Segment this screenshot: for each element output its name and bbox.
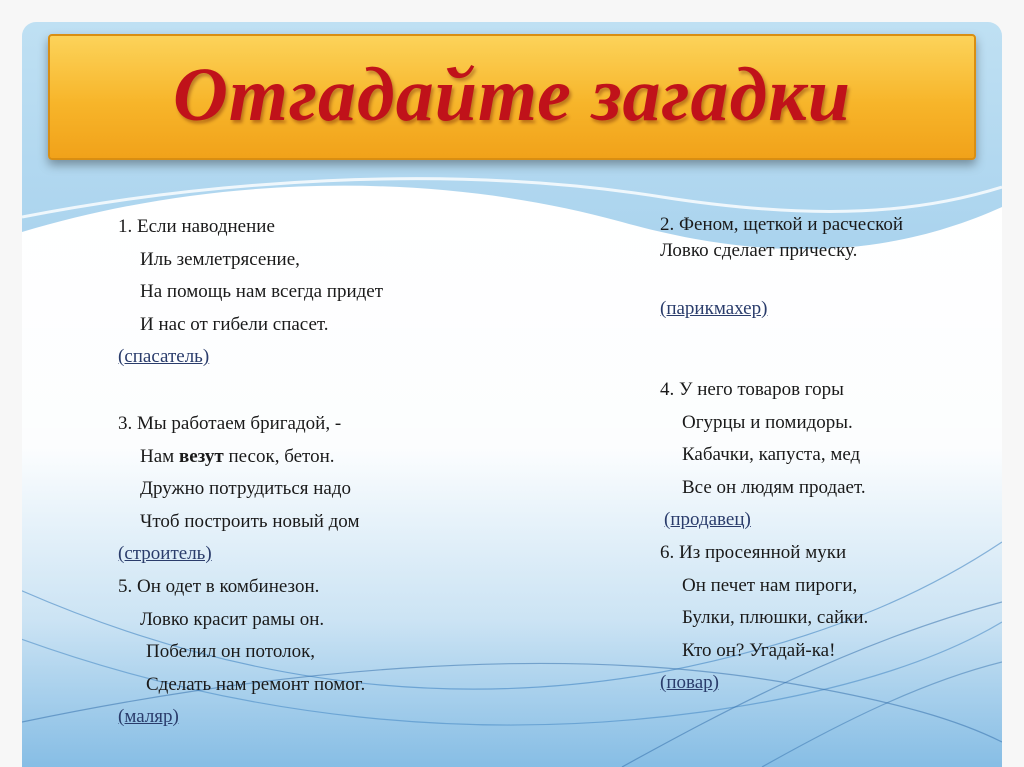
- riddle-line: Все он людям продает.: [682, 476, 866, 498]
- riddle-4: [660, 374, 866, 537]
- page-title: Отгадайте загадки: [172, 52, 852, 137]
- riddle-answer: (маляр): [118, 706, 179, 727]
- riddle-line: [118, 441, 359, 474]
- riddle-answer: (продавец): [664, 509, 751, 530]
- riddle-line: Ловко красит рамы он.: [140, 608, 325, 630]
- riddle-3: [118, 408, 359, 571]
- riddle-line: 2. Феном, щеткой и расческой: [660, 214, 904, 235]
- riddle-answer: (спасатель): [118, 346, 210, 367]
- riddle-line: Он печет нам пироги,: [682, 574, 858, 596]
- riddle-line: 4. У него товаров горы: [660, 379, 844, 400]
- riddle-5: [118, 571, 365, 734]
- riddle-line: И нас от гибели спасет.: [140, 313, 329, 335]
- riddle-6: [660, 537, 868, 700]
- riddle-answer: (строитель): [118, 543, 212, 564]
- riddle-line: Кто он? Угадай-ка!: [682, 639, 836, 661]
- riddle-line: Булки, плюшки, сайки.: [682, 607, 869, 628]
- riddle-line: 6. Из просеянной муки: [660, 542, 847, 563]
- riddle-text: Нам: [140, 445, 179, 467]
- riddle-line: Огурцы и помидоры.: [682, 411, 853, 433]
- riddle-answer: (парикмахер): [660, 298, 768, 319]
- riddle-line: Побелил он потолок,: [146, 641, 316, 662]
- riddle-line: Ловко сделает прическу.: [660, 240, 858, 261]
- riddle-bold-word: везут: [178, 445, 224, 467]
- riddle-line: 5. Он одет в комбинезон.: [118, 576, 320, 597]
- riddle-line: Иль землетрясение,: [140, 248, 300, 270]
- riddle-answer: (повар): [660, 672, 719, 693]
- riddle-1: [118, 211, 383, 374]
- riddle-line: Кабачки, капуста, мед: [682, 444, 861, 465]
- title-banner: [48, 34, 976, 160]
- riddle-line: Чтоб построить новый дом: [140, 510, 360, 532]
- riddle-line: 1. Если наводнение: [118, 216, 275, 237]
- riddle-line: Дружно потрудиться надо: [140, 478, 352, 499]
- riddle-line: Сделать нам ремонт помог.: [146, 673, 366, 695]
- riddle-line: На помощь нам всегда придет: [140, 281, 384, 302]
- riddle-text: песок, бетон.: [223, 445, 335, 467]
- riddle-line: 3. Мы работаем бригадой, -: [118, 413, 342, 434]
- riddle-2: [660, 212, 903, 322]
